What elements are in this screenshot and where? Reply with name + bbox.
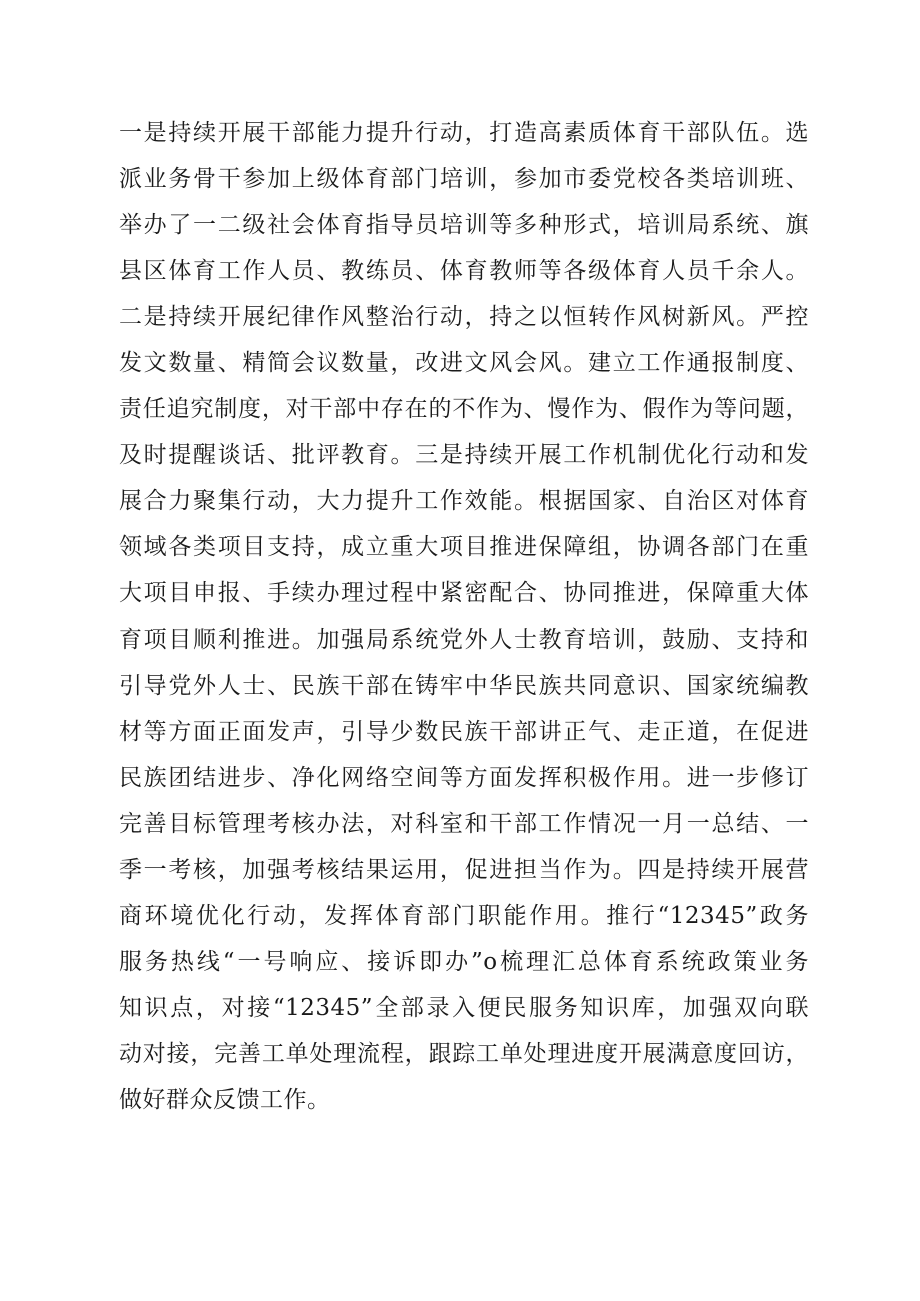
text-line: 县区体育工作人员、教练员、体育教师等各级体育人员千余人。 [119, 258, 809, 285]
text-line: 商环境优化行动，发挥体育部门职能作用。推行“12345”政务 [119, 902, 809, 929]
text-line: 发文数量、精简会议数量，改进文风会风。建立工作通报制度、 [119, 350, 809, 377]
text-line: 展合力聚集行动，大力提升工作效能。根据国家、自治区对体育 [119, 488, 809, 515]
text-line: 大项目申报、手续办理过程中紧密配合、协同推进，保障重大体 [119, 580, 809, 607]
text-line: 一是持续开展干部能力提升行动，打造高素质体育干部队伍。选 [119, 120, 809, 146]
text-line: 民族团结进步、净化网络空间等方面发挥积极作用。进一步修订 [119, 764, 809, 791]
text-line: 及时提醒谈话、批评教育。三是持续开展工作机制优化行动和发 [119, 442, 809, 469]
text-line: 举办了一二级社会体育指导员培训等多种形式，培训局系统、旗 [119, 212, 809, 239]
text-line: 服务热线“一号响应、接诉即办”o梳理汇总体育系统政策业务 [119, 948, 809, 975]
text-line: 领域各类项目支持，成立重大项目推进保障组，协调各部门在重 [119, 534, 809, 561]
body-paragraph [119, 110, 809, 1123]
text-line: 季一考核，加强考核结果运用，促进担当作为。四是持续开展营 [119, 856, 809, 883]
text-line: 动对接，完善工单处理流程，跟踪工单处理进度开展满意度回访， [119, 1040, 809, 1067]
text-line: 责任追究制度，对干部中存在的不作为、慢作为、假作为等问题， [119, 396, 809, 423]
text-line: 二是持续开展纪律作风整治行动，持之以恒转作风树新风。严控 [119, 304, 809, 331]
text-line: 完善目标管理考核办法，对科室和干部工作情况一月一总结、一 [119, 810, 809, 837]
text-line: 派业务骨干参加上级体育部门培训，参加市委党校各类培训班、 [119, 166, 809, 193]
text-line: 做好群众反馈工作。 [119, 1086, 331, 1113]
text-line: 引导党外人士、民族干部在铸牢中华民族共同意识、国家统编教 [119, 672, 809, 699]
text-line: 知识点，对接“12345”全部录入便民服务知识库，加强双向联 [119, 994, 809, 1021]
text-line: 育项目顺利推进。加强局系统党外人士教育培训，鼓励、支持和 [119, 626, 809, 653]
text-line: 材等方面正面发声，引导少数民族干部讲正气、走正道，在促进 [119, 718, 809, 745]
